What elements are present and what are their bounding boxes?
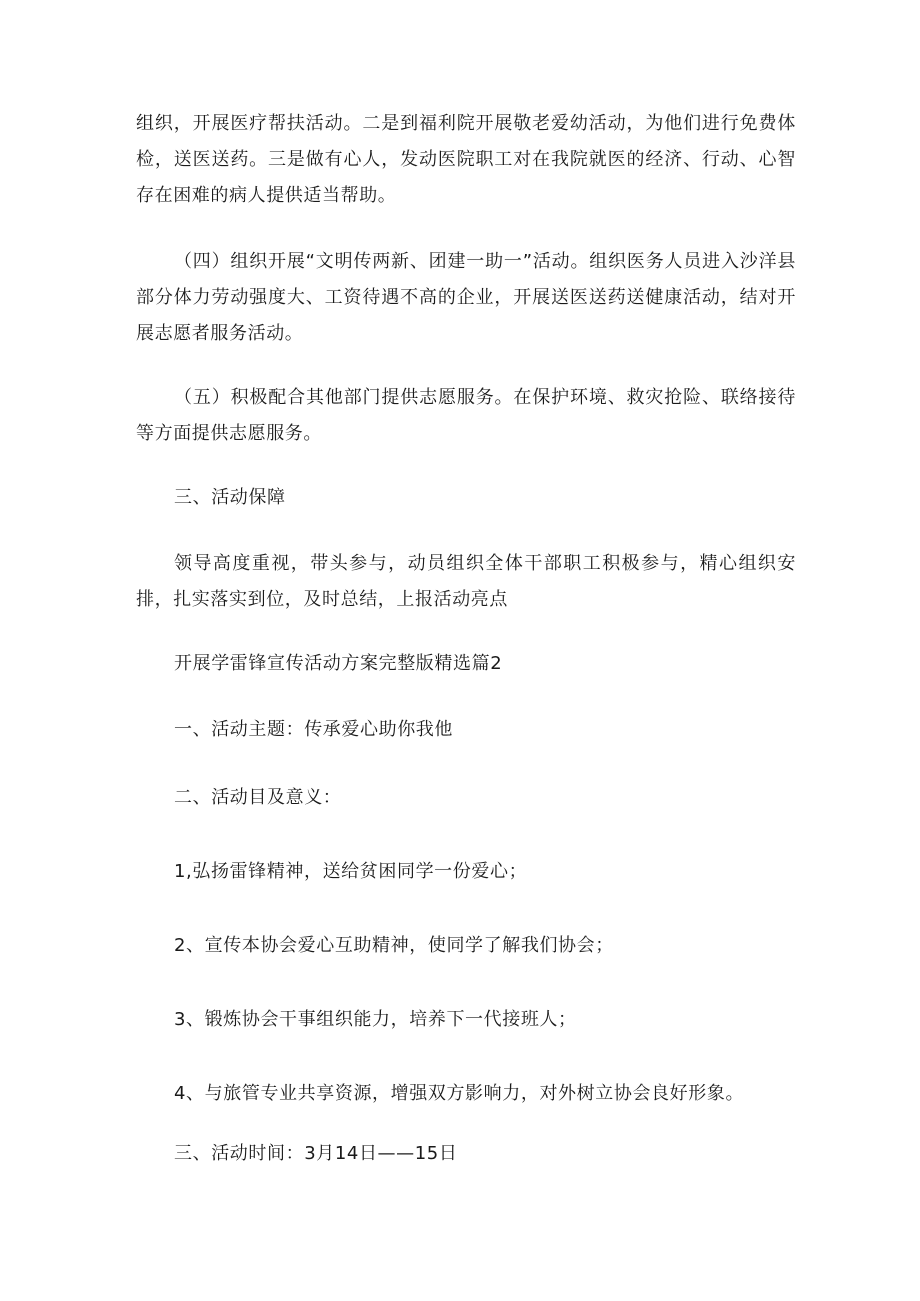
- list-item-4: 4、与旅管专业共享资源，增强双方影响力，对外树立协会良好形象。: [174, 1083, 745, 1104]
- list-item-1: 1,弘扬雷锋精神，送给贫困同学一份爱心；: [174, 861, 528, 882]
- section-activity-purpose: 二、活动目及意义：: [174, 787, 342, 808]
- paragraph-item-four: （四）组织开展“文明传两新、团建一助一”活动。组织医务人员进入沙洋县部分体力劳动强度大、工资待遇不高的企业，开展送医送药送健康活动，结对开展志愿者服务活动。: [136, 251, 796, 344]
- paragraph-medical-aid: 组织，开展医疗帮扶活动。二是到福利院开展敬老爱幼活动，为他们进行免费体检，送医送药。三是做有心人，发动医院职工对在我院就医的经济、行动、心智存在困难的病人提供适当帮助。: [136, 113, 796, 206]
- paragraph-item-five: （五）积极配合其他部门提供志愿服务。在保护环境、救灾抢险、联络接待等方面提供志愿服务。: [136, 387, 796, 444]
- section-activity-theme: 一、活动主题：传承爱心助你我他: [174, 719, 453, 740]
- section-heading-activity-guarantee: 三、活动保障: [174, 487, 286, 508]
- article-title: 开展学雷锋宣传活动方案完整版精选篇2: [174, 653, 503, 674]
- paragraph-leadership: 领导高度重视，带头参与，动员组织全体干部职工积极参与，精心组织安排，扎实落实到位，及时总结，上报活动亮点: [136, 553, 796, 610]
- list-item-3: 3、锻炼协会干事组织能力，培养下一代接班人；: [174, 1009, 577, 1030]
- section-activity-time: 三、活动时间：3月14日——15日: [174, 1143, 458, 1164]
- list-item-2: 2、宣传本协会爱心互助精神，使同学了解我们协会；: [174, 935, 614, 956]
